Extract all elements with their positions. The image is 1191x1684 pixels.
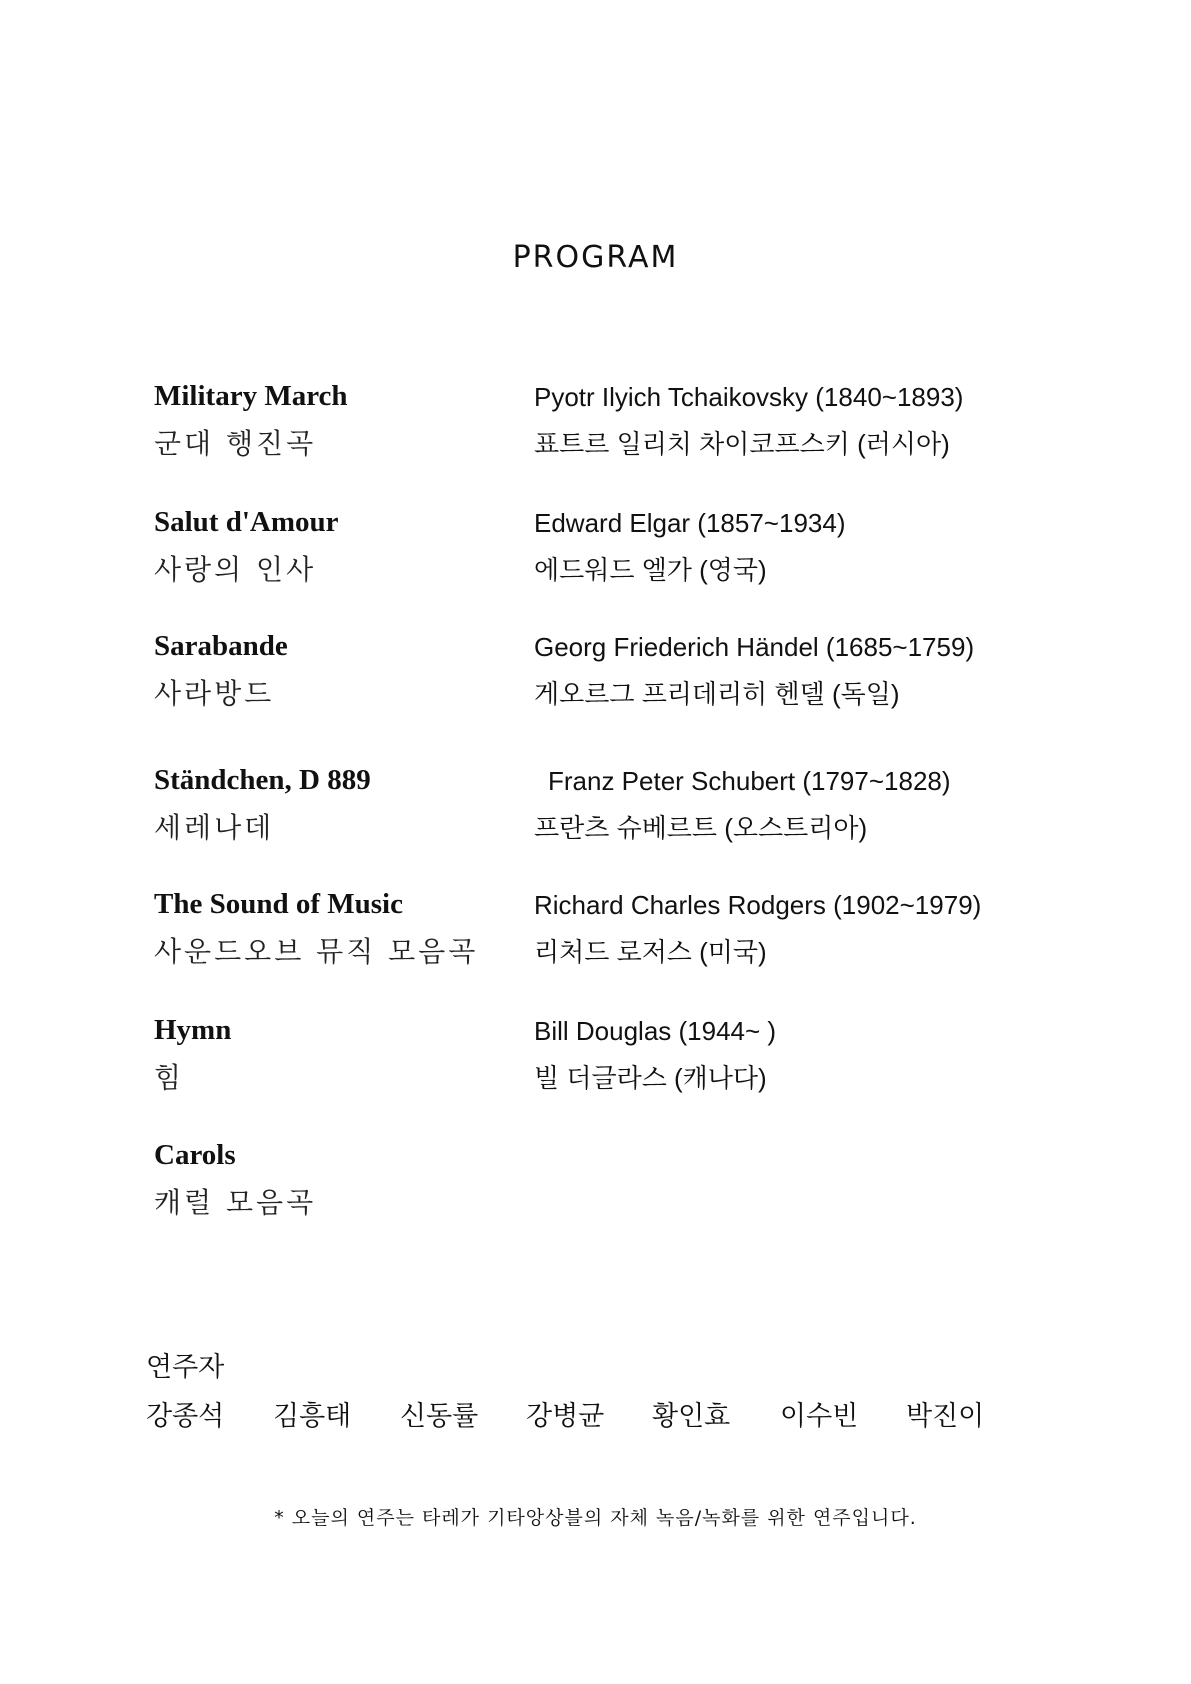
piece-title-korean: 사랑의 인사 xyxy=(154,553,317,586)
performer-name: 강종석 xyxy=(146,1401,225,1432)
composer-korean: 에드워드 엘가 (영국) xyxy=(534,555,767,585)
performer-name: 황인효 xyxy=(652,1401,731,1432)
composer-korean: 표트르 일리치 차이코프스키 (러시아) xyxy=(534,429,950,459)
program-item xyxy=(154,764,1154,844)
footnote: * 오늘의 연주는 타레가 기타앙상블의 자체 녹음/녹화를 위한 연주입니다. xyxy=(274,1507,917,1529)
composer: Franz Peter Schubert (1797~1828) xyxy=(548,766,951,796)
composer-korean: 프란츠 슈베르트 (오스트리아) xyxy=(534,813,868,843)
performer-name: 강병균 xyxy=(526,1401,605,1432)
piece-title: Sarabande xyxy=(154,630,288,662)
program-item xyxy=(154,506,1154,586)
program-item xyxy=(154,1139,1154,1219)
piece-title-korean: 군대 행진곡 xyxy=(154,427,317,460)
composer: Pyotr Ilyich Tchaikovsky (1840~1893) xyxy=(534,382,964,412)
performer-name: 김흥태 xyxy=(273,1401,352,1432)
piece-title-korean: 힘 xyxy=(154,1061,185,1094)
piece-title: Salut d'Amour xyxy=(154,506,339,538)
performer-name: 박진이 xyxy=(906,1401,985,1432)
composer: Edward Elgar (1857~1934) xyxy=(534,508,846,538)
piece-title: The Sound of Music xyxy=(154,888,403,920)
composer-korean: 빌 더글라스 (캐나다) xyxy=(534,1063,767,1093)
program-item xyxy=(154,1014,1154,1094)
piece-title-korean: 세레나데 xyxy=(154,811,275,844)
piece-title-korean: 사라방드 xyxy=(154,677,275,710)
performer-name: 신동률 xyxy=(400,1401,479,1432)
composer: Georg Friederich Händel (1685~1759) xyxy=(534,632,975,662)
piece-title: Ständchen, D 889 xyxy=(154,764,371,796)
piece-title: Hymn xyxy=(154,1014,232,1046)
performer-name: 이수빈 xyxy=(780,1401,859,1432)
program-item xyxy=(154,630,1154,710)
composer-korean: 게오르그 프리데리히 헨델 (독일) xyxy=(534,679,900,709)
piece-title-korean: 캐럴 모음곡 xyxy=(154,1186,317,1219)
piece-title: Carols xyxy=(154,1139,236,1171)
program-item xyxy=(154,888,1154,968)
program-item xyxy=(154,380,1154,460)
composer: Bill Douglas (1944~ ) xyxy=(534,1016,777,1046)
composer-korean: 리처드 로저스 (미국) xyxy=(534,937,767,967)
piece-title-korean: 사운드오브 뮤직 모음곡 xyxy=(154,935,479,968)
performers-label: 연주자 xyxy=(146,1352,225,1383)
page-title: PROGRAM xyxy=(512,240,679,275)
composer: Richard Charles Rodgers (1902~1979) xyxy=(534,890,982,920)
piece-title: Military March xyxy=(154,380,348,412)
